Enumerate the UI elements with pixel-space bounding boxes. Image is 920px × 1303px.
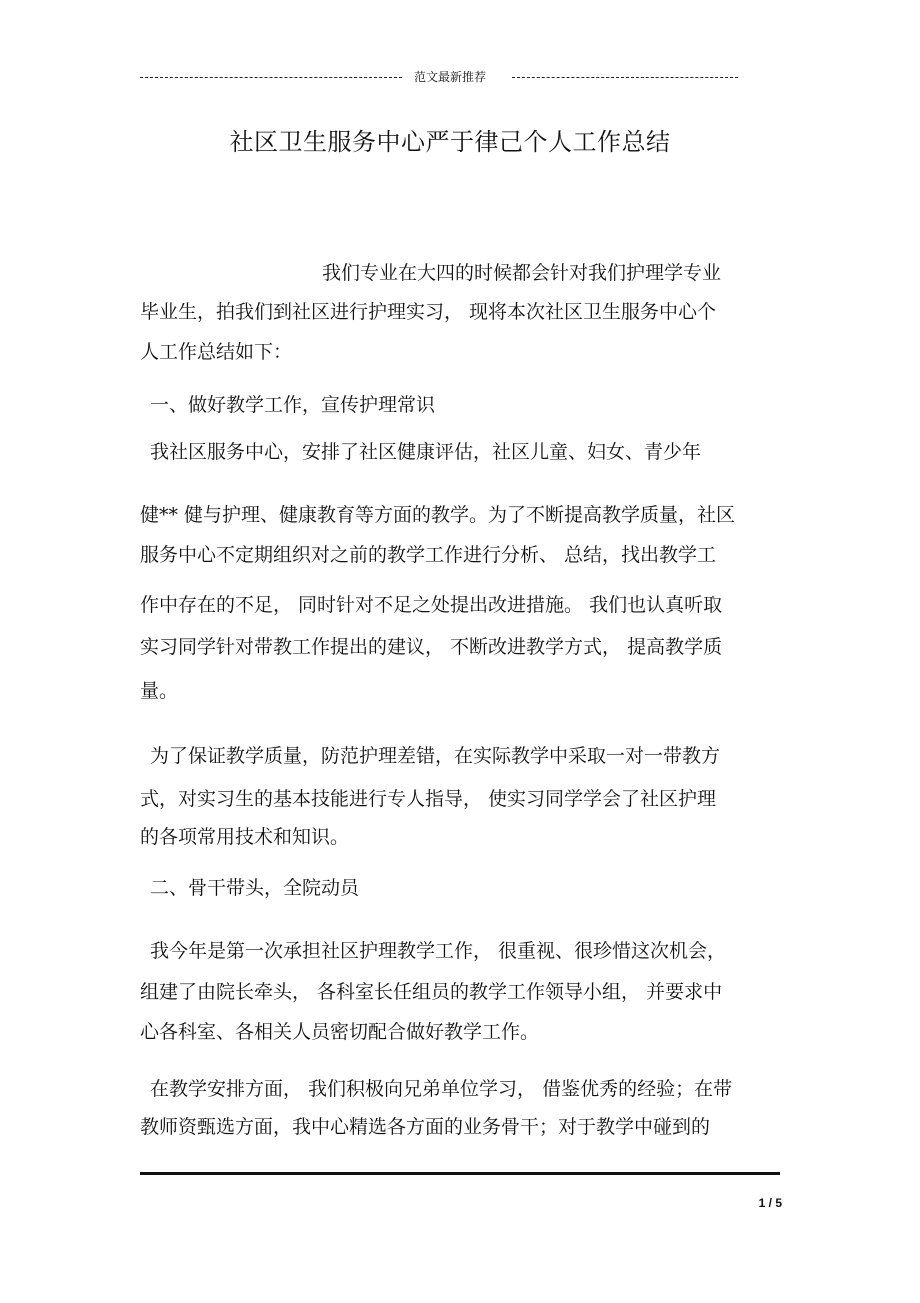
body-line: 教师资甄选方面，我中心精选各方面的业务骨干；对于教学中碰到的 <box>140 1116 711 1138</box>
header-rule-right <box>512 77 738 78</box>
body-line: 在教学安排方面， 我们积极向兄弟单位学习， 借鉴优秀的经验；在带 <box>150 1078 733 1100</box>
body-line: 我们专业在大四的时候都会针对我们护理学专业 <box>322 262 722 284</box>
body-line: 实习同学针对带教工作提出的建议， 不断改进教学方式， 提高教学质 <box>140 636 723 658</box>
section-heading: 一、做好教学工作，宣传护理常识 <box>150 394 436 416</box>
section-heading: 二、骨干带头，全院动员 <box>150 877 360 899</box>
body-line: 组建了由院长牵头， 各科室长任组员的教学工作领导小组， 并要求中 <box>140 981 723 1003</box>
body-line: 我今年是第一次承担社区护理教学工作， 很重视、很珍惜这次机会， <box>150 940 727 962</box>
body-line: 人工作总结如下： <box>140 341 293 363</box>
body-line: 心各科室、各相关人员密切配合做好教学工作。 <box>140 1021 540 1043</box>
body-line: 作中存在的不足， 同时针对不足之处提出改进措施。 我们也认真听取 <box>140 594 723 616</box>
document-title: 社区卫生服务中心严于律己个人工作总结 <box>229 128 671 156</box>
body-line: 毕业生，拍我们到社区进行护理实习， 现将本次社区卫生服务中心个 <box>140 301 717 323</box>
header-label: 范文最新推荐 <box>414 70 487 84</box>
body-line: 服务中心不定期组织对之前的教学工作进行分析、 总结，找出教学工 <box>140 544 717 566</box>
body-line: 为了保证教学质量，防范护理差错，在实际教学中采取一对一带教方 <box>150 745 721 767</box>
body-line: 健** 健与护理、健康教育等方面的教学。为了不断提高教学质量，社区 <box>140 504 736 526</box>
body-line: 式，对实习生的基本技能进行专人指导， 使实习同学学会了社区护理 <box>140 788 717 810</box>
footer-rule <box>140 1172 780 1175</box>
header-rule-left <box>140 77 402 78</box>
body-line: 的各项常用技术和知识。 <box>140 826 350 848</box>
body-line: 量。 <box>140 680 179 702</box>
body-line: 我社区服务中心，安排了社区健康评估，社区儿童、妇女、青少年 <box>150 441 702 463</box>
page-number: 1 / 5 <box>758 1196 782 1210</box>
